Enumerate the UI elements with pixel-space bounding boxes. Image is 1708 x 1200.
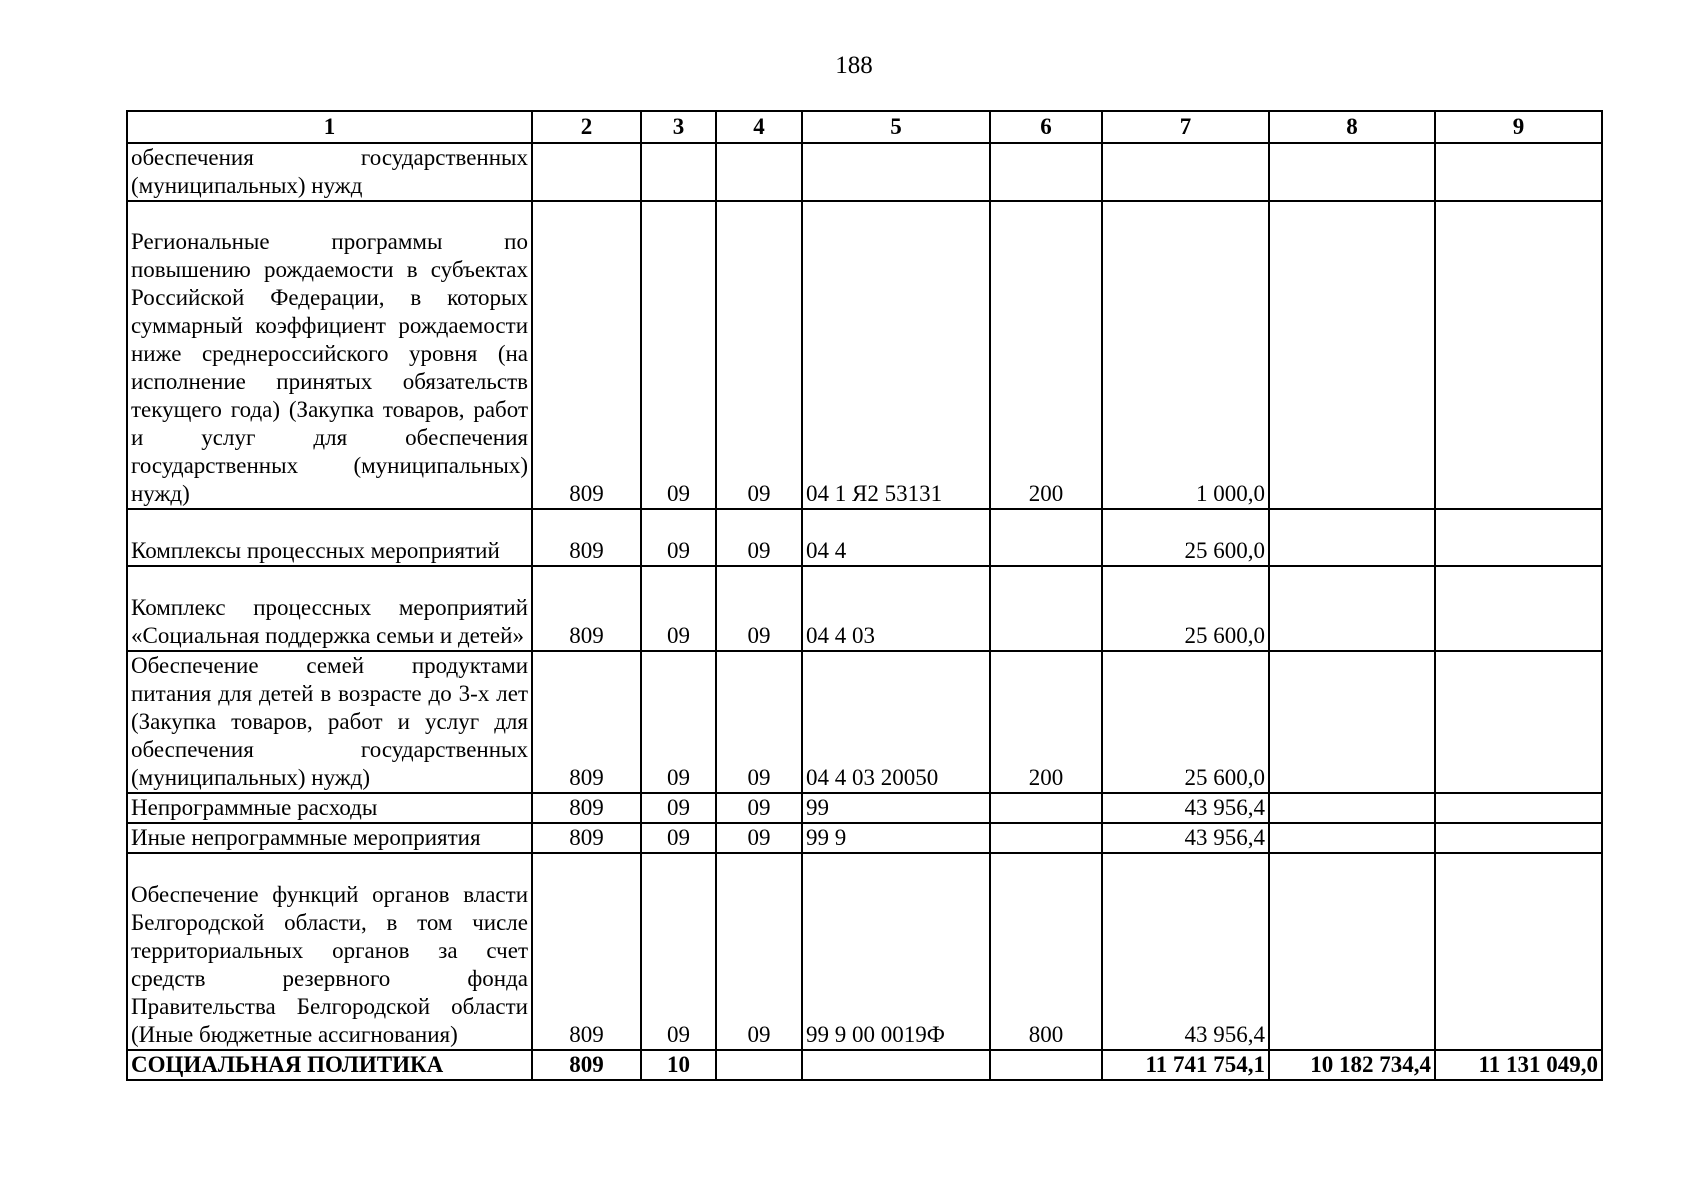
- amount-col9-cell: [1435, 651, 1602, 793]
- amount-col8-cell: [1269, 143, 1435, 201]
- admin-code-cell: [532, 143, 641, 201]
- amount-col9-cell: [1435, 143, 1602, 201]
- amount-col7-cell: 25 600,0: [1102, 651, 1269, 793]
- row-name-cell: обеспечения государственных (муниципальных) нужд: [127, 143, 532, 201]
- subsection-cell: 09: [716, 823, 802, 853]
- row-name-cell: Иные непрограммные мероприятия: [127, 823, 532, 853]
- row-name-cell: Обеспечение функций органов власти Белгородской области, в том числе территориальных органов за счет средств резервного фонда Правительства Белгородской области (Иные бюджетные ассигнования): [127, 853, 532, 1050]
- subsection-cell: 09: [716, 853, 802, 1050]
- section-cell: 09: [641, 651, 716, 793]
- section-cell: 09: [641, 793, 716, 823]
- column-header-8: 8: [1269, 111, 1435, 143]
- amount-col8-cell: [1269, 793, 1435, 823]
- table-row: [127, 509, 1602, 566]
- table-row: [127, 823, 1602, 853]
- page-number: 188: [835, 52, 873, 79]
- table-row: [127, 853, 1602, 1050]
- target-article-cell: 99 9 00 0019Ф: [802, 853, 990, 1050]
- target-article-cell: [802, 143, 990, 201]
- section-cell: [641, 143, 716, 201]
- amount-col9-cell: [1435, 823, 1602, 853]
- expense-type-cell: 800: [990, 853, 1102, 1050]
- column-header-6: 6: [990, 111, 1102, 143]
- subsection-cell: [716, 143, 802, 201]
- section-cell: 10: [641, 1050, 716, 1080]
- column-header-2: 2: [532, 111, 641, 143]
- column-header-9: 9: [1435, 111, 1602, 143]
- expense-type-cell: [990, 1050, 1102, 1080]
- subsection-cell: 09: [716, 509, 802, 566]
- amount-col9-cell: [1435, 793, 1602, 823]
- expense-type-cell: 200: [990, 651, 1102, 793]
- section-cell: 09: [641, 853, 716, 1050]
- table-row: [127, 143, 1602, 201]
- amount-col9-cell: [1435, 509, 1602, 566]
- amount-col7-cell: 25 600,0: [1102, 509, 1269, 566]
- admin-code-cell: 809: [532, 651, 641, 793]
- admin-code-cell: 809: [532, 201, 641, 509]
- section-cell: 09: [641, 566, 716, 651]
- target-article-cell: 99: [802, 793, 990, 823]
- amount-col8-cell: [1269, 509, 1435, 566]
- amount-col7-cell: 43 956,4: [1102, 823, 1269, 853]
- expense-type-cell: 200: [990, 201, 1102, 509]
- column-header-7: 7: [1102, 111, 1269, 143]
- admin-code-cell: 809: [532, 793, 641, 823]
- row-name-cell: Непрограммные расходы: [127, 793, 532, 823]
- amount-col8-cell: [1269, 566, 1435, 651]
- admin-code-cell: 809: [532, 823, 641, 853]
- table-row-total: [127, 1050, 1602, 1080]
- expense-type-cell: [990, 566, 1102, 651]
- amount-col8-cell: 10 182 734,4: [1269, 1050, 1435, 1080]
- row-name-cell: Комплексы процессных мероприятий: [127, 509, 532, 566]
- expense-type-cell: [990, 509, 1102, 566]
- expense-type-cell: [990, 823, 1102, 853]
- amount-col8-cell: [1269, 853, 1435, 1050]
- table-row: [127, 566, 1602, 651]
- subsection-cell: 09: [716, 651, 802, 793]
- section-cell: 09: [641, 509, 716, 566]
- column-header-5: 5: [802, 111, 990, 143]
- row-name-cell: Комплекс процессных мероприятий «Социальная поддержка семьи и детей»: [127, 566, 532, 651]
- amount-col8-cell: [1269, 823, 1435, 853]
- target-article-cell: [802, 1050, 990, 1080]
- target-article-cell: 04 4: [802, 509, 990, 566]
- admin-code-cell: 809: [532, 1050, 641, 1080]
- subsection-cell: 09: [716, 566, 802, 651]
- amount-col9-cell: [1435, 853, 1602, 1050]
- amount-col8-cell: [1269, 201, 1435, 509]
- row-name-cell: СОЦИАЛЬНАЯ ПОЛИТИКА: [127, 1050, 532, 1080]
- column-header-1: 1: [127, 111, 532, 143]
- admin-code-cell: 809: [532, 509, 641, 566]
- amount-col7-cell: 25 600,0: [1102, 566, 1269, 651]
- amount-col9-cell: [1435, 201, 1602, 509]
- amount-col9-cell: [1435, 566, 1602, 651]
- expense-type-cell: [990, 143, 1102, 201]
- target-article-cell: 04 1 Я2 53131: [802, 201, 990, 509]
- row-name-cell: Обеспечение семей продуктами питания для детей в возрасте до 3-х лет (Закупка товаров, работ и услуг для обеспечения государственных (муниципальных) нужд): [127, 651, 532, 793]
- amount-col7-cell: 43 956,4: [1102, 793, 1269, 823]
- subsection-cell: 09: [716, 793, 802, 823]
- expense-type-cell: [990, 793, 1102, 823]
- amount-col8-cell: [1269, 651, 1435, 793]
- row-name-cell: Региональные программы по повышению рождаемости в субъектах Российской Федерации, в которых суммарный коэффициент рождаемости ниже среднероссийского уровня (на исполнение принятых обязательств текущего года) (Закупка товаров, работ и услуг для обеспечения государственных (муниципальных) нужд): [127, 201, 532, 509]
- amount-col7-cell: 11 741 754,1: [1102, 1050, 1269, 1080]
- target-article-cell: 04 4 03: [802, 566, 990, 651]
- column-header-4: 4: [716, 111, 802, 143]
- budget-table: [126, 110, 1603, 1081]
- subsection-cell: 09: [716, 201, 802, 509]
- amount-col7-cell: 1 000,0: [1102, 201, 1269, 509]
- target-article-cell: 04 4 03 20050: [802, 651, 990, 793]
- table-header-row: [127, 111, 1602, 143]
- admin-code-cell: 809: [532, 853, 641, 1050]
- subsection-cell: [716, 1050, 802, 1080]
- target-article-cell: 99 9: [802, 823, 990, 853]
- table-row: [127, 651, 1602, 793]
- section-cell: 09: [641, 201, 716, 509]
- amount-col7-cell: 43 956,4: [1102, 853, 1269, 1050]
- column-header-3: 3: [641, 111, 716, 143]
- section-cell: 09: [641, 823, 716, 853]
- amount-col9-cell: 11 131 049,0: [1435, 1050, 1602, 1080]
- admin-code-cell: 809: [532, 566, 641, 651]
- table-row: [127, 201, 1602, 509]
- amount-col7-cell: [1102, 143, 1269, 201]
- table-row: [127, 793, 1602, 823]
